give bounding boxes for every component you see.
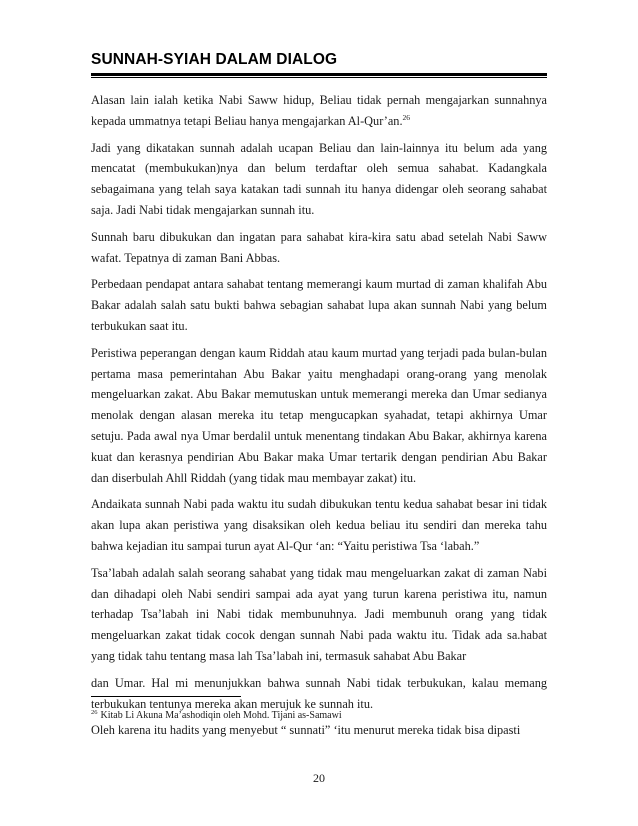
- paragraph: Andaikata sunnah Nabi pada waktu itu sudah dibukukan tentu kedua sahabat besar ini tidak akan lupa akan peristiwa yang disaksikan oleh kedua beliau itu sendiri dan mereka tahu bahwa kejadian itu sampai turun ayat Al-Qur ‘an: “Yaitu peristiwa Tsa ‘labah.”: [91, 497, 547, 553]
- paragraph: Jadi yang dikatakan sunnah adalah ucapan Beliau dan lain-lainnya itu belum ada yang mencatat (membukukan)nya dan belum terdaftar oleh semua sahabat. Kadangkala sebagaimana yang telah saya katakan tadi sunnah itu hanya didengar oleh seorang sahabat saja. Jadi Nabi tidak mengajarkan sunnah itu.: [91, 140, 547, 217]
- paragraph: Perbedaan pendapat antara sahabat tentang memerangi kaum murtad di zaman khalifah Abu Bakar adalah salah satu bukti bahwa sebagian sahabat lupa akan sunnah Nabi yang belum terbukukan saat itu.: [91, 277, 547, 333]
- footnote: [91, 710, 547, 721]
- running-header: SUNNAH-SYIAH DALAM DIALOG: [91, 51, 338, 68]
- header-rule-thin: [91, 77, 547, 78]
- paragraph: dan Umar. Hal mi menunjukkan bahwa sunnah Nabi tidak terbukukan, kalau memang terbukukan tentunya mereka akan merujuk ke sunnah itu.: [91, 675, 547, 711]
- paragraph: Sunnah baru dibukukan dan ingatan para sahabat kira-kira satu abad setelah Nabi Saww wafat. Tepatnya di zaman Bani Abbas.: [91, 229, 547, 265]
- header-rule-thick: [91, 73, 547, 76]
- body-text: [91, 90, 547, 747]
- footnote-separator: [91, 696, 241, 697]
- paragraph: Alasan lain ialah ketika Nabi Saww hidup, Beliau tidak pernah mengajarkan sunnahnya kepada ummatnya tetapi Beliau hanya mengajarkan Al-Qur’an.$^{26}$: [91, 93, 547, 128]
- paragraph: Peristiwa peperangan dengan kaum Riddah atau kaum murtad yang terjadi pada bulan-bulan pertama masa pemerintahan Abu Bakar yaitu menghadapi orang-orang yang menolak mengeluarkan zakat. Abu Bakar memutuskan untuk memerangi mereka dan Umar sedianya menolak dengan alasan mereka itu tetap mengucapkan syahadat, tetapi akhirnya Umar setuju. Pada awal nya Umar berdalil untuk menentang tindakan Abu Bakar, akhirnya karena kuat dan kerasnya pendirian Abu Bakar maka Umar tertarik dengan pendirian Abu Bakar dan diserbulah Ahll Riddah (yang tidak mau membayar zakat) itu.: [91, 345, 547, 485]
- footnote-text: Kitab Li Akuna Ma’ashodiqin oleh Mohd. Tijani as-Samawi: [100, 710, 342, 721]
- paragraph: Oleh karena itu hadits yang menyebut “ sunnati” ‘itu menurut mereka tidak bisa dipasti: [91, 723, 521, 738]
- page-number: 20: [313, 771, 325, 785]
- paragraph: Tsa’labah adalah salah seorang sahabat yang tidak mau mengeluarkan zakat di zaman Nabi dan dihadapi oleh Nabi sendiri sampai ada ayat yang turun karena peristiwa itu, namun terhadap Tsa’labah ini Nabi tidak membunuhnya. Jadi membunuh orang yang tidak mengeluarkan zakat tidak cocok dengan sunnah Nabi pada waktu itu. Tidak ada sa.habat yang tidak tahu tentang masa lah Tsa’labah ini, termasuk sahabat Abu Bakar: [91, 565, 547, 663]
- footnote-reference[interactable]: 26: [402, 112, 411, 122]
- footnote-number: 26: [91, 708, 98, 716]
